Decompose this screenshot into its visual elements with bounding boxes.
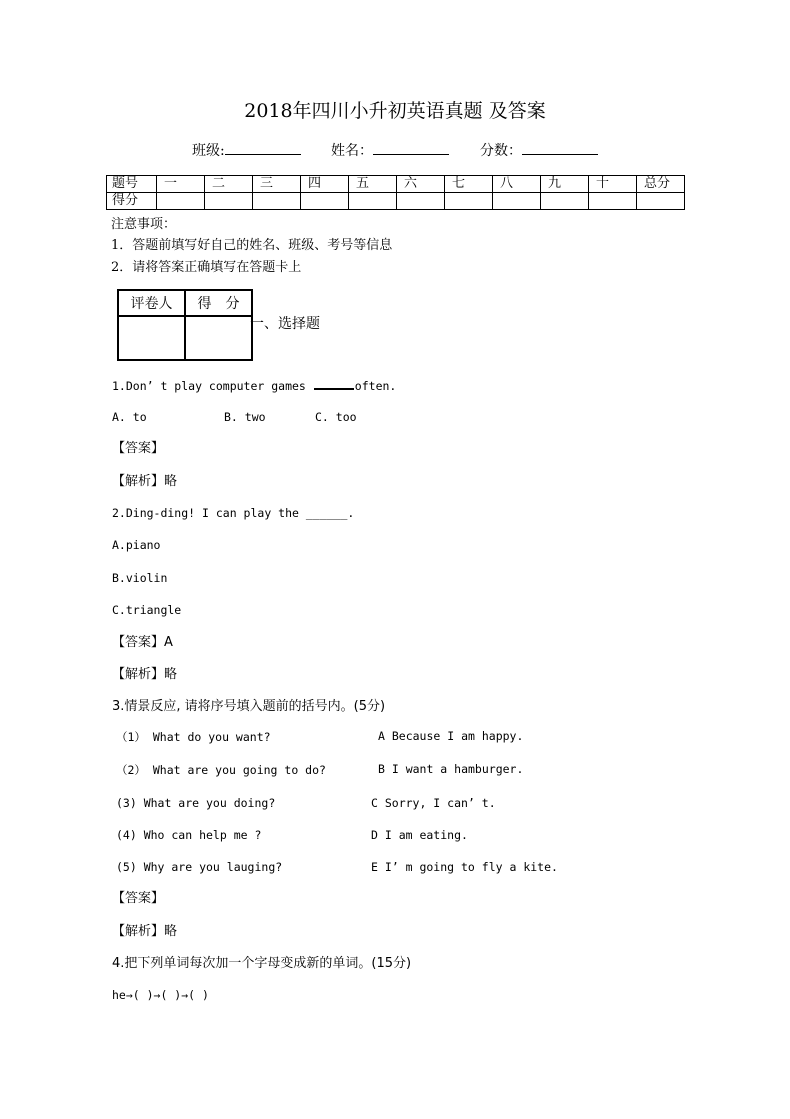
score-empty-cell xyxy=(349,193,397,210)
score-cell: 六 xyxy=(397,176,445,193)
grader-score-blank xyxy=(185,316,252,360)
score-cell: 总分 xyxy=(637,176,685,193)
score-cell: 三 xyxy=(253,176,301,193)
q3-left-item: (5) Why are you lauging? xyxy=(116,860,283,874)
score-cell: 二 xyxy=(205,176,253,193)
score-empty-cell xyxy=(205,193,253,210)
note-item: 1．答题前填写好自己的姓名、班级、考号等信息 xyxy=(111,238,393,253)
score-cell: 八 xyxy=(493,176,541,193)
name-label: 姓名： xyxy=(331,143,373,159)
q3-stem: 3.情景反应, 请将序号填入题前的括号内。(5分) xyxy=(112,699,386,714)
grader-label: 评卷人 xyxy=(118,290,185,316)
score-empty-cell xyxy=(589,193,637,210)
name-blank xyxy=(373,140,449,155)
q3-right-item: C Sorry, I can’ t. xyxy=(371,796,496,810)
q3-right-item: A Because I am happy. xyxy=(378,729,524,743)
page-title: 2018年四川小升初英语真题 及答案 xyxy=(244,100,546,122)
note-item: 2．请将答案正确填写在答题卡上 xyxy=(111,260,302,275)
score-empty-cell xyxy=(157,193,205,210)
q1-option-c: C. too xyxy=(315,410,357,424)
score-cell: 九 xyxy=(541,176,589,193)
q3-right-item: E I’ m going to fly a kite. xyxy=(371,860,558,874)
grader-box xyxy=(117,289,253,361)
grader-blank xyxy=(118,316,185,360)
score-cell: 四 xyxy=(301,176,349,193)
score-empty-cell xyxy=(397,193,445,210)
score-row-label: 得分 xyxy=(107,193,157,210)
q4-word-chain: he→( )→( )→( ) xyxy=(112,988,209,1002)
q3-left-item: (4) Who can help me ? xyxy=(116,828,262,842)
score-table-header-row xyxy=(107,176,685,193)
score-table xyxy=(106,175,685,210)
q2-answer: 【答案】A xyxy=(112,635,173,650)
q3-analysis: 【解析】略 xyxy=(112,924,178,939)
section-title: 一、选择题 xyxy=(250,316,320,332)
q1-analysis: 【解析】略 xyxy=(112,474,178,489)
q1-stem xyxy=(112,377,396,393)
score-empty-cell xyxy=(541,193,589,210)
class-label: 班级: xyxy=(192,143,225,159)
score-cell: 七 xyxy=(445,176,493,193)
q1-blank xyxy=(314,377,354,390)
score-field xyxy=(480,140,598,160)
q2-option-a: A.piano xyxy=(112,538,161,552)
score-cell: 一 xyxy=(157,176,205,193)
score-blank xyxy=(522,140,598,155)
q2-analysis: 【解析】略 xyxy=(112,667,178,682)
q4-stem: 4.把下列单词每次加一个字母变成新的单词。(15分) xyxy=(112,956,412,971)
q1-stem-start: 1.Don’ t play computer games xyxy=(112,379,313,393)
q3-right-item: D I am eating. xyxy=(371,828,468,842)
score-empty-cell xyxy=(493,193,541,210)
q3-right-item: B I want a hamburger. xyxy=(378,762,524,776)
score-table-score-row xyxy=(107,193,685,210)
q3-left-item: （1） What do you want? xyxy=(116,730,271,744)
class-field xyxy=(192,140,301,160)
q2-option-c: C.triangle xyxy=(112,603,182,617)
score-cell: 五 xyxy=(349,176,397,193)
q3-answer: 【答案】 xyxy=(112,891,165,906)
q1-option-a: A. to xyxy=(112,410,147,424)
grader-score-label: 得 分 xyxy=(185,290,252,316)
score-cell: 十 xyxy=(589,176,637,193)
score-empty-cell xyxy=(301,193,349,210)
score-empty-cell xyxy=(253,193,301,210)
q1-answer: 【答案】 xyxy=(112,441,165,456)
score-label: 分数： xyxy=(480,143,522,159)
q3-left-item: (3) What are you doing? xyxy=(116,796,276,810)
notes-heading: 注意事项： xyxy=(111,217,177,232)
q2-stem: 2.Ding-ding! I can play the ______. xyxy=(112,506,355,520)
class-blank xyxy=(225,140,301,155)
q1-option-b: B. two xyxy=(224,410,266,424)
q3-left-item: （2） What are you going to do? xyxy=(116,763,326,777)
score-empty-cell xyxy=(637,193,685,210)
score-cell: 题号 xyxy=(107,176,157,193)
name-field xyxy=(331,140,449,160)
score-empty-cell xyxy=(445,193,493,210)
q1-stem-end: often. xyxy=(354,379,397,393)
q2-option-b: B.violin xyxy=(112,571,168,585)
